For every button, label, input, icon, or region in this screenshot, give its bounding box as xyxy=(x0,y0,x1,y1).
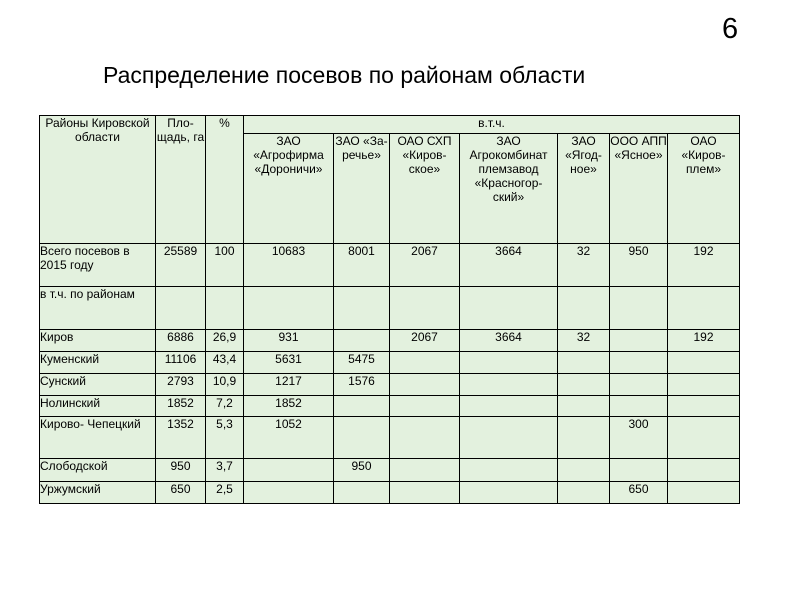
table-cell xyxy=(244,482,334,504)
header-including: в.т.ч. xyxy=(244,116,740,134)
table-cell: 650 xyxy=(610,482,668,504)
table-cell xyxy=(390,459,460,482)
header-company: ОАО СХП «Киров- ское» xyxy=(390,134,460,244)
table-cell xyxy=(390,287,460,330)
header-company: ООО АПП «Ясное» xyxy=(610,134,668,244)
table-cell xyxy=(668,459,740,482)
table-cell: 5,3 xyxy=(206,417,244,459)
table-cell xyxy=(610,352,668,374)
table-cell xyxy=(206,287,244,330)
table-cell xyxy=(390,396,460,417)
row-label: Кирово- Чепецкий xyxy=(40,417,156,459)
table-cell xyxy=(668,352,740,374)
table-cell xyxy=(460,459,558,482)
table-cell xyxy=(558,459,610,482)
table-cell: 1352 xyxy=(156,417,206,459)
table-cell xyxy=(156,287,206,330)
table-cell: 3664 xyxy=(460,244,558,287)
table-cell xyxy=(334,417,390,459)
table-row xyxy=(40,244,740,287)
table-cell xyxy=(610,330,668,352)
header-company: ЗАО «Ягод- ное» xyxy=(558,134,610,244)
table-cell xyxy=(460,482,558,504)
table-cell xyxy=(668,396,740,417)
table-cell xyxy=(244,287,334,330)
table-cell xyxy=(610,396,668,417)
header-company: ЗАО Агрокомбинат племзавод «Красногор- ский» xyxy=(460,134,558,244)
table-cell: 8001 xyxy=(334,244,390,287)
table-cell xyxy=(668,374,740,396)
table-cell: 1852 xyxy=(156,396,206,417)
row-label: в т.ч. по районам xyxy=(40,287,156,330)
row-label: Всего посевов в 2015 году xyxy=(40,244,156,287)
table-cell: 300 xyxy=(610,417,668,459)
header-company: ОАО «Киров- плем» xyxy=(668,134,740,244)
table-cell xyxy=(460,417,558,459)
table-cell xyxy=(460,374,558,396)
table-cell: 26,9 xyxy=(206,330,244,352)
table-cell xyxy=(610,459,668,482)
table-cell xyxy=(460,287,558,330)
table-row xyxy=(40,396,740,417)
table-row xyxy=(40,374,740,396)
table-cell xyxy=(668,482,740,504)
table-cell: 931 xyxy=(244,330,334,352)
table-cell xyxy=(334,287,390,330)
table-cell xyxy=(558,287,610,330)
table-cell: 1052 xyxy=(244,417,334,459)
table-cell: 7,2 xyxy=(206,396,244,417)
table-cell: 11106 xyxy=(156,352,206,374)
table-cell xyxy=(610,287,668,330)
table-cell: 1217 xyxy=(244,374,334,396)
table-cell xyxy=(244,459,334,482)
table-cell: 32 xyxy=(558,244,610,287)
page-number: 6 xyxy=(722,13,739,45)
table-cell: 650 xyxy=(156,482,206,504)
table-cell xyxy=(558,352,610,374)
table-cell: 2067 xyxy=(390,244,460,287)
table-cell: 5475 xyxy=(334,352,390,374)
table-row xyxy=(40,459,740,482)
table-cell xyxy=(390,417,460,459)
header-company: ЗАО «За- речье» xyxy=(334,134,390,244)
row-label: Сунский xyxy=(40,374,156,396)
table-cell xyxy=(610,374,668,396)
table-row xyxy=(40,482,740,504)
page-title: Распределение посевов по районам области xyxy=(103,62,586,88)
header-percent: % xyxy=(206,116,244,244)
table-cell xyxy=(460,352,558,374)
table-cell: 25589 xyxy=(156,244,206,287)
table-cell: 2,5 xyxy=(206,482,244,504)
table-cell: 32 xyxy=(558,330,610,352)
table-cell xyxy=(390,374,460,396)
table-row xyxy=(40,330,740,352)
table-cell xyxy=(334,482,390,504)
row-label: Куменский xyxy=(40,352,156,374)
table-cell xyxy=(334,330,390,352)
table-cell: 950 xyxy=(334,459,390,482)
table-cell: 2793 xyxy=(156,374,206,396)
header-row-top xyxy=(40,116,740,134)
table-row xyxy=(40,352,740,374)
table-cell xyxy=(390,352,460,374)
table-cell xyxy=(558,374,610,396)
row-label: Слободской xyxy=(40,459,156,482)
table-cell xyxy=(390,482,460,504)
table-cell: 1852 xyxy=(244,396,334,417)
table-cell: 3664 xyxy=(460,330,558,352)
table-cell xyxy=(558,396,610,417)
table-cell: 100 xyxy=(206,244,244,287)
table-cell: 10,9 xyxy=(206,374,244,396)
table-cell: 5631 xyxy=(244,352,334,374)
table-cell: 10683 xyxy=(244,244,334,287)
table-cell: 192 xyxy=(668,330,740,352)
table-cell: 6886 xyxy=(156,330,206,352)
table-cell: 950 xyxy=(610,244,668,287)
table-cell: 192 xyxy=(668,244,740,287)
header-company: ЗАО «Агрофирма «Дороничи» xyxy=(244,134,334,244)
header-area: Пло- щадь, га xyxy=(156,116,206,244)
row-label: Уржумский xyxy=(40,482,156,504)
table-cell xyxy=(334,396,390,417)
table-cell xyxy=(668,417,740,459)
table-cell xyxy=(558,417,610,459)
table-cell: 43,4 xyxy=(206,352,244,374)
table-cell xyxy=(668,287,740,330)
table-row xyxy=(40,417,740,459)
table-row xyxy=(40,287,740,330)
row-label: Нолинский xyxy=(40,396,156,417)
table-cell: 1576 xyxy=(334,374,390,396)
table-cell: 950 xyxy=(156,459,206,482)
header-district: Районы Кировской области xyxy=(40,116,156,244)
row-label: Киров xyxy=(40,330,156,352)
table-cell xyxy=(460,396,558,417)
table-cell: 3,7 xyxy=(206,459,244,482)
table-cell xyxy=(558,482,610,504)
table-cell: 2067 xyxy=(390,330,460,352)
sowing-distribution-table xyxy=(39,115,740,504)
